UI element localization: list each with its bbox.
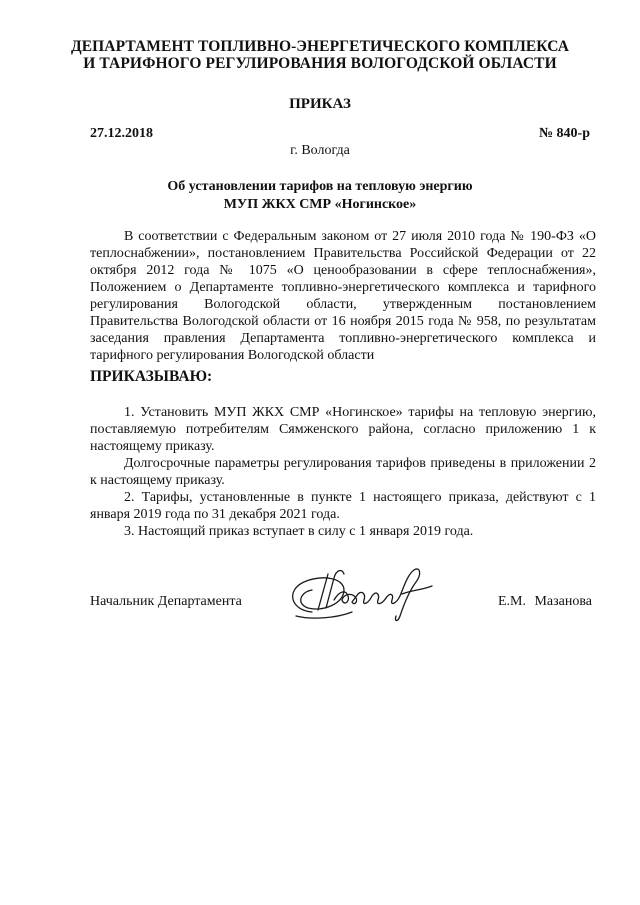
subject-line1: Об установлении тарифов на тепловую энергию <box>167 179 473 194</box>
signatory-role: Начальник Департамента <box>90 594 242 609</box>
department-header-line2: И ТАРИФНОГО РЕГУЛИРОВАНИЯ ВОЛОГОДСКОЙ ОБЛАСТИ <box>83 55 557 72</box>
document-subject <box>0 178 640 214</box>
order-word: ПРИКАЗЫВАЮ: <box>90 368 213 385</box>
signatory-name: Е.М. Мазанова <box>497 594 592 609</box>
handwritten-signature <box>282 560 447 630</box>
document-type: ПРИКАЗ <box>289 96 351 112</box>
order-item: 2. Тарифы, установленные в пункте 1 настоящего приказа, действуют с 1 января 2019 года по 31 декабря 2021 года. <box>90 490 596 522</box>
department-header-line1: ДЕПАРТАМЕНТ ТОПЛИВНО-ЭНЕРГЕТИЧЕСКОГО КОМПЛЕКСА <box>70 38 570 55</box>
document-number: № 840-р <box>538 126 590 141</box>
order-item: 1. Установить МУП ЖКХ СМР «Ногинское» тарифы на тепловую энергию, поставляемую потребителям Сямженского района, согласно приложению 1 к настоящему приказу. <box>90 405 596 454</box>
document-city: г. Вологда <box>290 143 350 158</box>
order-item: Долгосрочные параметры регулирования тарифов приведены в приложении 2 к настоящему приказу. <box>90 456 596 488</box>
preamble-paragraph: В соответствии с Федеральным законом от 27 июля 2010 года № 190-ФЗ «О теплоснабжении», постановлением Правительства Российской Федерации от 22 октября 2012 года № 1075 «О ценообразовании в сфере теплоснабжения», Положением о Департаменте топливно-энергетического комплекса и тарифного регулирования Вологодской области, утвержденным постановлением Правительства Вологодской области от 16 ноября 2015 года № 958, по результатам заседания правления Департамента топливно-энергетического комплекса и тарифного регулирования Вологодской области <box>90 229 596 363</box>
subject-line2: МУП ЖКХ СМР «Ногинское» <box>223 197 417 212</box>
order-item: 3. Настоящий приказ вступает в силу с 1 января 2019 года. <box>124 524 474 539</box>
department-header <box>0 38 640 72</box>
order-items <box>90 404 596 540</box>
document-date: 27.12.2018 <box>90 126 153 141</box>
